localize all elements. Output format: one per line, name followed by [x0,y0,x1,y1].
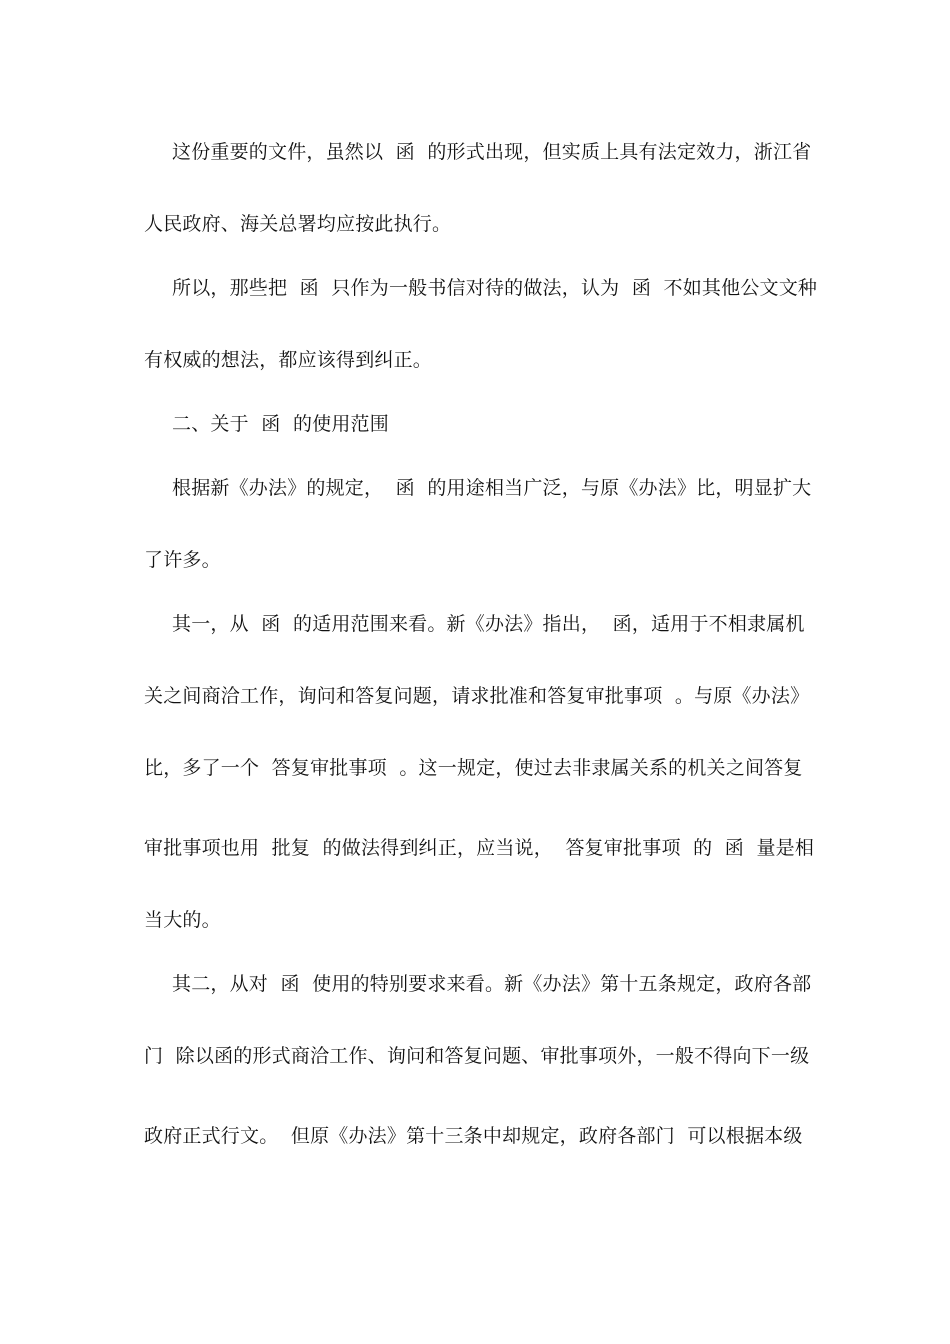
paragraph-line: 所以，那些把 函 只作为一般书信对待的做法，认为 函 不如其他公文文种 [172,277,818,299]
paragraph-line: 其一，从 函 的适用范围来看。新《办法》指出， 函，适用于不相隶属机 [172,613,805,635]
paragraph-line: 关之间商洽工作，询问和答复问题，请求批准和答复审批事项 。与原《办法》 [144,685,810,707]
paragraph-line: 比，多了一个 答复审批事项 。这一规定，使过去非隶属关系的机关之间答复 [144,757,803,779]
paragraph-line: 政府正式行文。 但原《办法》第十三条中却规定，政府各部门 可以根据本级 [144,1125,803,1147]
paragraph-line: 这份重要的文件，虽然以 函 的形式出现，但实质上具有法定效力，浙江省 [172,141,812,163]
paragraph-line: 根据新《办法》的规定， 函 的用途相当广泛，与原《办法》比，明显扩大 [172,477,812,499]
paragraph-line: 当大的。 [144,909,221,931]
paragraph-line: 其二，从对 函 使用的特别要求来看。新《办法》第十五条规定，政府各部 [172,973,812,995]
paragraph-line: 有权威的想法，都应该得到纠正。 [144,349,433,371]
paragraph-line: 人民政府、海关总署均应按此执行。 [144,213,452,235]
paragraph-line: 门 除以函的形式商洽工作、询问和答复问题、审批事项外，一般不得向下一级 [144,1045,810,1067]
paragraph-line: 了许多。 [144,549,221,571]
section-heading: 二、关于 函 的使用范围 [172,413,389,435]
paragraph-line: 审批事项也用 批复 的做法得到纠正，应当说， 答复审批事项 的 函 量是相 [144,837,815,859]
